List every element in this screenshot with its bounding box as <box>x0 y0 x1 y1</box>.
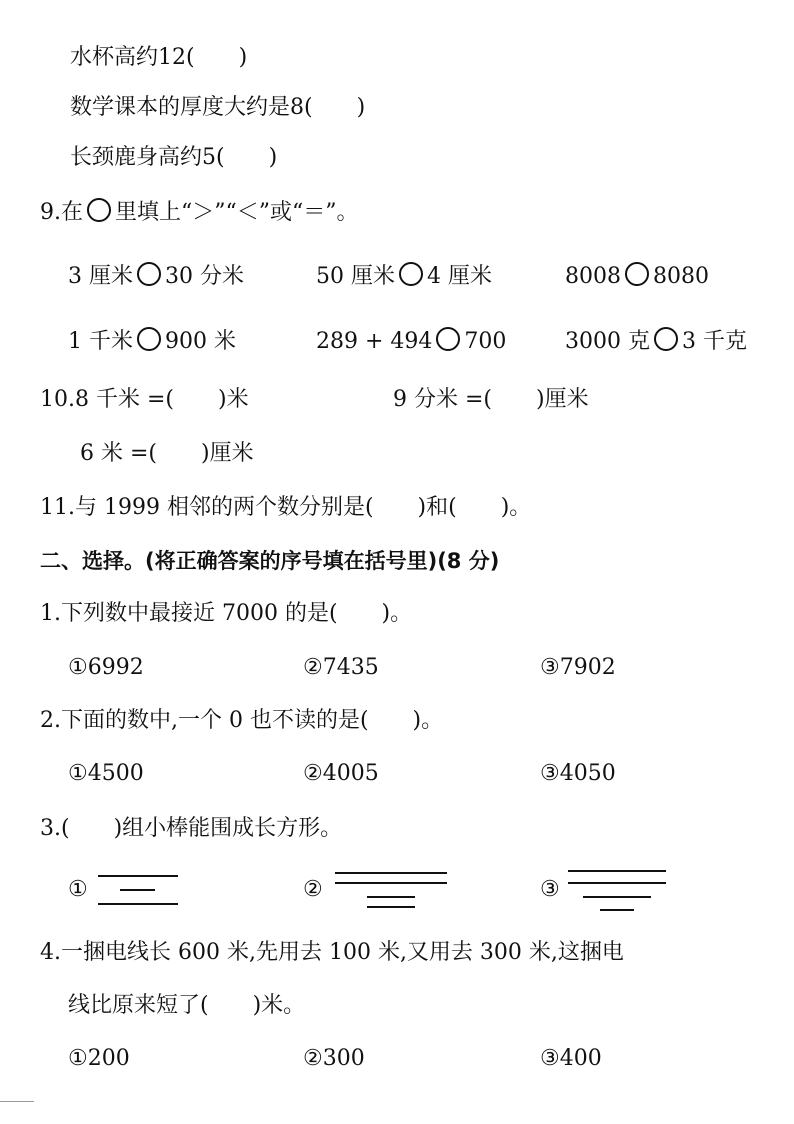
book-thickness-question: 数学课本的厚度大约是8( ) <box>70 95 366 120</box>
choice-4-option-1[interactable]: ①200 <box>68 1046 130 1071</box>
choice-1-option-2[interactable]: ②7435 <box>303 655 379 680</box>
q9-title-prefix: 9.在 <box>40 200 83 225</box>
stick-medium <box>583 896 651 898</box>
section-2-heading: 二、选择。(将正确答案的序号填在括号里)(8 分) <box>40 549 500 573</box>
stick-short <box>120 889 155 891</box>
stick-long <box>335 872 447 874</box>
stick-long <box>568 870 666 872</box>
choice-2-option-3[interactable]: ③4050 <box>540 761 616 786</box>
compare-right: 8080 <box>653 264 709 289</box>
compare-left: 3000 克 <box>565 329 650 354</box>
stick-long <box>335 882 447 884</box>
choice-3-option-1[interactable]: ① <box>68 877 88 902</box>
compare-right: 4 厘米 <box>427 264 492 289</box>
choice-3-question: 3.( )组小棒能围成长方形。 <box>40 816 343 841</box>
compare-circle-input[interactable] <box>436 327 460 351</box>
choice-1-option-1[interactable]: ①6992 <box>68 655 144 680</box>
q11: 11.与 1999 相邻的两个数分别是( )和( )。 <box>40 495 532 520</box>
stick-long-top <box>98 875 178 877</box>
stick-long <box>568 882 666 884</box>
compare-right: 3 千克 <box>681 329 747 354</box>
cup-height-question: 水杯高约12( ) <box>70 45 248 70</box>
q9-title-suffix: 里填上“＞”“＜”或“＝”。 <box>115 200 359 225</box>
compare-left: 50 厘米 <box>316 264 395 289</box>
choice-2-option-1[interactable]: ①4500 <box>68 761 144 786</box>
stick-long-bottom <box>98 903 178 905</box>
compare-left: 8008 <box>565 264 621 289</box>
compare-circle-input[interactable] <box>399 262 423 286</box>
q9-compare-item <box>316 262 492 291</box>
choice-2-question: 2.下面的数中,一个 0 也不读的是( )。 <box>40 708 444 733</box>
choice-3-option-2[interactable]: ② <box>303 877 323 902</box>
compare-circle-input[interactable] <box>137 262 161 286</box>
q9-compare-item <box>565 262 709 291</box>
page-edge-mark <box>0 1101 34 1102</box>
q9-compare-item <box>68 262 244 291</box>
q9-title <box>40 198 358 227</box>
q9-compare-item <box>565 327 747 356</box>
stick-short <box>600 909 634 911</box>
stick-short <box>367 896 415 898</box>
q9-compare-item <box>68 327 236 356</box>
answer-circle-icon <box>87 198 111 222</box>
choice-4-question-line2: 线比原来短了( )米。 <box>68 993 306 1018</box>
compare-left: 1 千米 <box>68 329 133 354</box>
choice-4-option-3[interactable]: ③400 <box>540 1046 602 1071</box>
q10-part-c: 6 米 =( )厘米 <box>80 441 254 466</box>
compare-right: 700 <box>464 329 507 354</box>
compare-right: 900 米 <box>165 329 236 354</box>
compare-left: 3 厘米 <box>68 264 133 289</box>
choice-4-option-2[interactable]: ②300 <box>303 1046 365 1071</box>
compare-circle-input[interactable] <box>137 327 161 351</box>
compare-circle-input[interactable] <box>654 327 678 351</box>
choice-4-question-line1: 4.一捆电线长 600 米,先用去 100 米,又用去 300 米,这捆电 <box>40 940 624 965</box>
choice-1-question: 1.下列数中最接近 7000 的是( )。 <box>40 601 413 626</box>
choice-2-option-2[interactable]: ②4005 <box>303 761 379 786</box>
compare-left: 289 + 494 <box>316 329 433 354</box>
compare-right: 30 分米 <box>165 264 244 289</box>
giraffe-height-question: 长颈鹿身高约5( ) <box>70 145 278 170</box>
stick-short <box>367 906 415 908</box>
choice-3-option-3[interactable]: ③ <box>540 877 560 902</box>
q10-part-b: 9 分米 =( )厘米 <box>393 387 589 412</box>
choice-1-option-3[interactable]: ③7902 <box>540 655 616 680</box>
compare-circle-input[interactable] <box>625 262 649 286</box>
q10-part-a: 10.8 千米 =( )米 <box>40 387 249 412</box>
q9-compare-item <box>316 327 506 356</box>
